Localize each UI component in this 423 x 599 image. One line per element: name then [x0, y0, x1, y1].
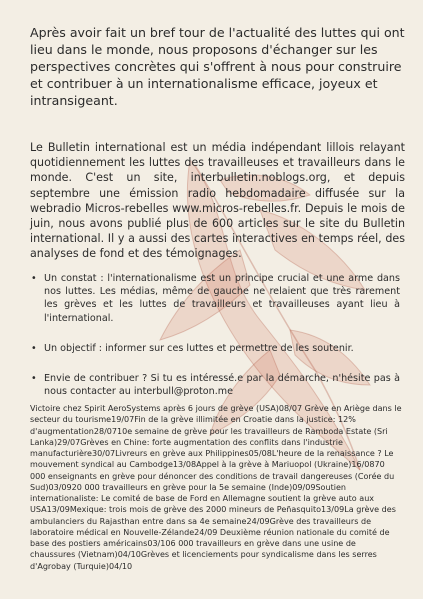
list-item	[30, 342, 400, 355]
bullet-marker: •	[31, 273, 37, 284]
bullet-text: Envie de contribuer ? Si tu es intéressé.e par la démarche, n'hésite pas à nous contacter au interbull@proton.me	[44, 373, 400, 398]
bullet-text: Un constat : l'internationalisme est un principe crucial et une arme dans nos luttes. Les médias, même de gauche ne relaient que très rarement les grèves et les luttes de travailleurs et travailleuses ayant lieu à l'international.	[44, 273, 400, 324]
bullet-text: Un objectif : informer sur ces luttes et permettre de les soutenir.	[44, 342, 354, 354]
bullet-list	[30, 272, 400, 398]
bullet-marker: •	[31, 342, 37, 354]
list-item	[30, 272, 400, 325]
bullet-marker: •	[31, 373, 37, 385]
bulletin-description: Le Bulletin international est un média indépendant lillois relayant quotidiennement les luttes des travailleuses et travailleurs dans le monde. C'est un site, interbulletin.noblogs.org, et depuis septembre une émission radio hebdomadaire diffusée sur la webradio Micros-rebelles www.micros-rebelles.fr. Depuis le mois de juin, nous avons publié plus de 600 articles sur le site du Bulletin international. Il y a aussi des cartes interactives en temps réel, des analyses de fond et des témoignages.	[30, 141, 405, 261]
list-item	[30, 372, 400, 398]
intro-paragraph: Après avoir fait un bref tour de l'actualité des luttes qui ont lieu dans le monde, nous proposons d'échanger sur les perspectives concrètes qui s'offrent à nous pour construire et contribuer à un internationalisme efficace, joyeux et intransigeant.	[30, 25, 405, 108]
news-feed: Victoire chez Spirit AeroSystems après 6 jours de grève (USA)08/07 Grève en Ariège dans le secteur du tourisme19/07Fin de la grève illimitée en Croatie dans la justice: 12% d'augmentation28/0710e semaine de grève pour les travailleurs de Ramboda Estate (Sri Lanka)29/07Grèves en Chine: forte augmentation des conflits dans l'industrie manufacturière30/07Livreurs en grève aux Philippines05/08L'heure de la renaissance ? Le mouvement syndical au Cambodge13/08Appel à la grève à Mariuopol (Ukraine)16/0870 000 enseignants en grève pour dénoncer des conditions de travail dangereuses (Corée du Sud)03/0920 000 travailleurs en grève pour la 5e semaine (Inde)09/09Soutien internationaliste: Le comité de base de Ford en Allemagne soutient la grève auto aux USA13/09Mexique: trois mois de grève des 2000 mineurs de Peñasquito13/09La grève des ambulanciers du Rajasthan entre dans sa 4e semaine24/09Grève des travailleurs de laboratoire médical en Nouvelle-Zélande24/09 Deuxième réunion nationale du comité de base des postiers américains03/106 000 travailleurs en grève dans une usine de chaussures (Vietnam)04/10Grèves et licenciements pour syndicalisme dans les serres d'Agrobay (Turquie)04/10	[30, 404, 402, 571]
